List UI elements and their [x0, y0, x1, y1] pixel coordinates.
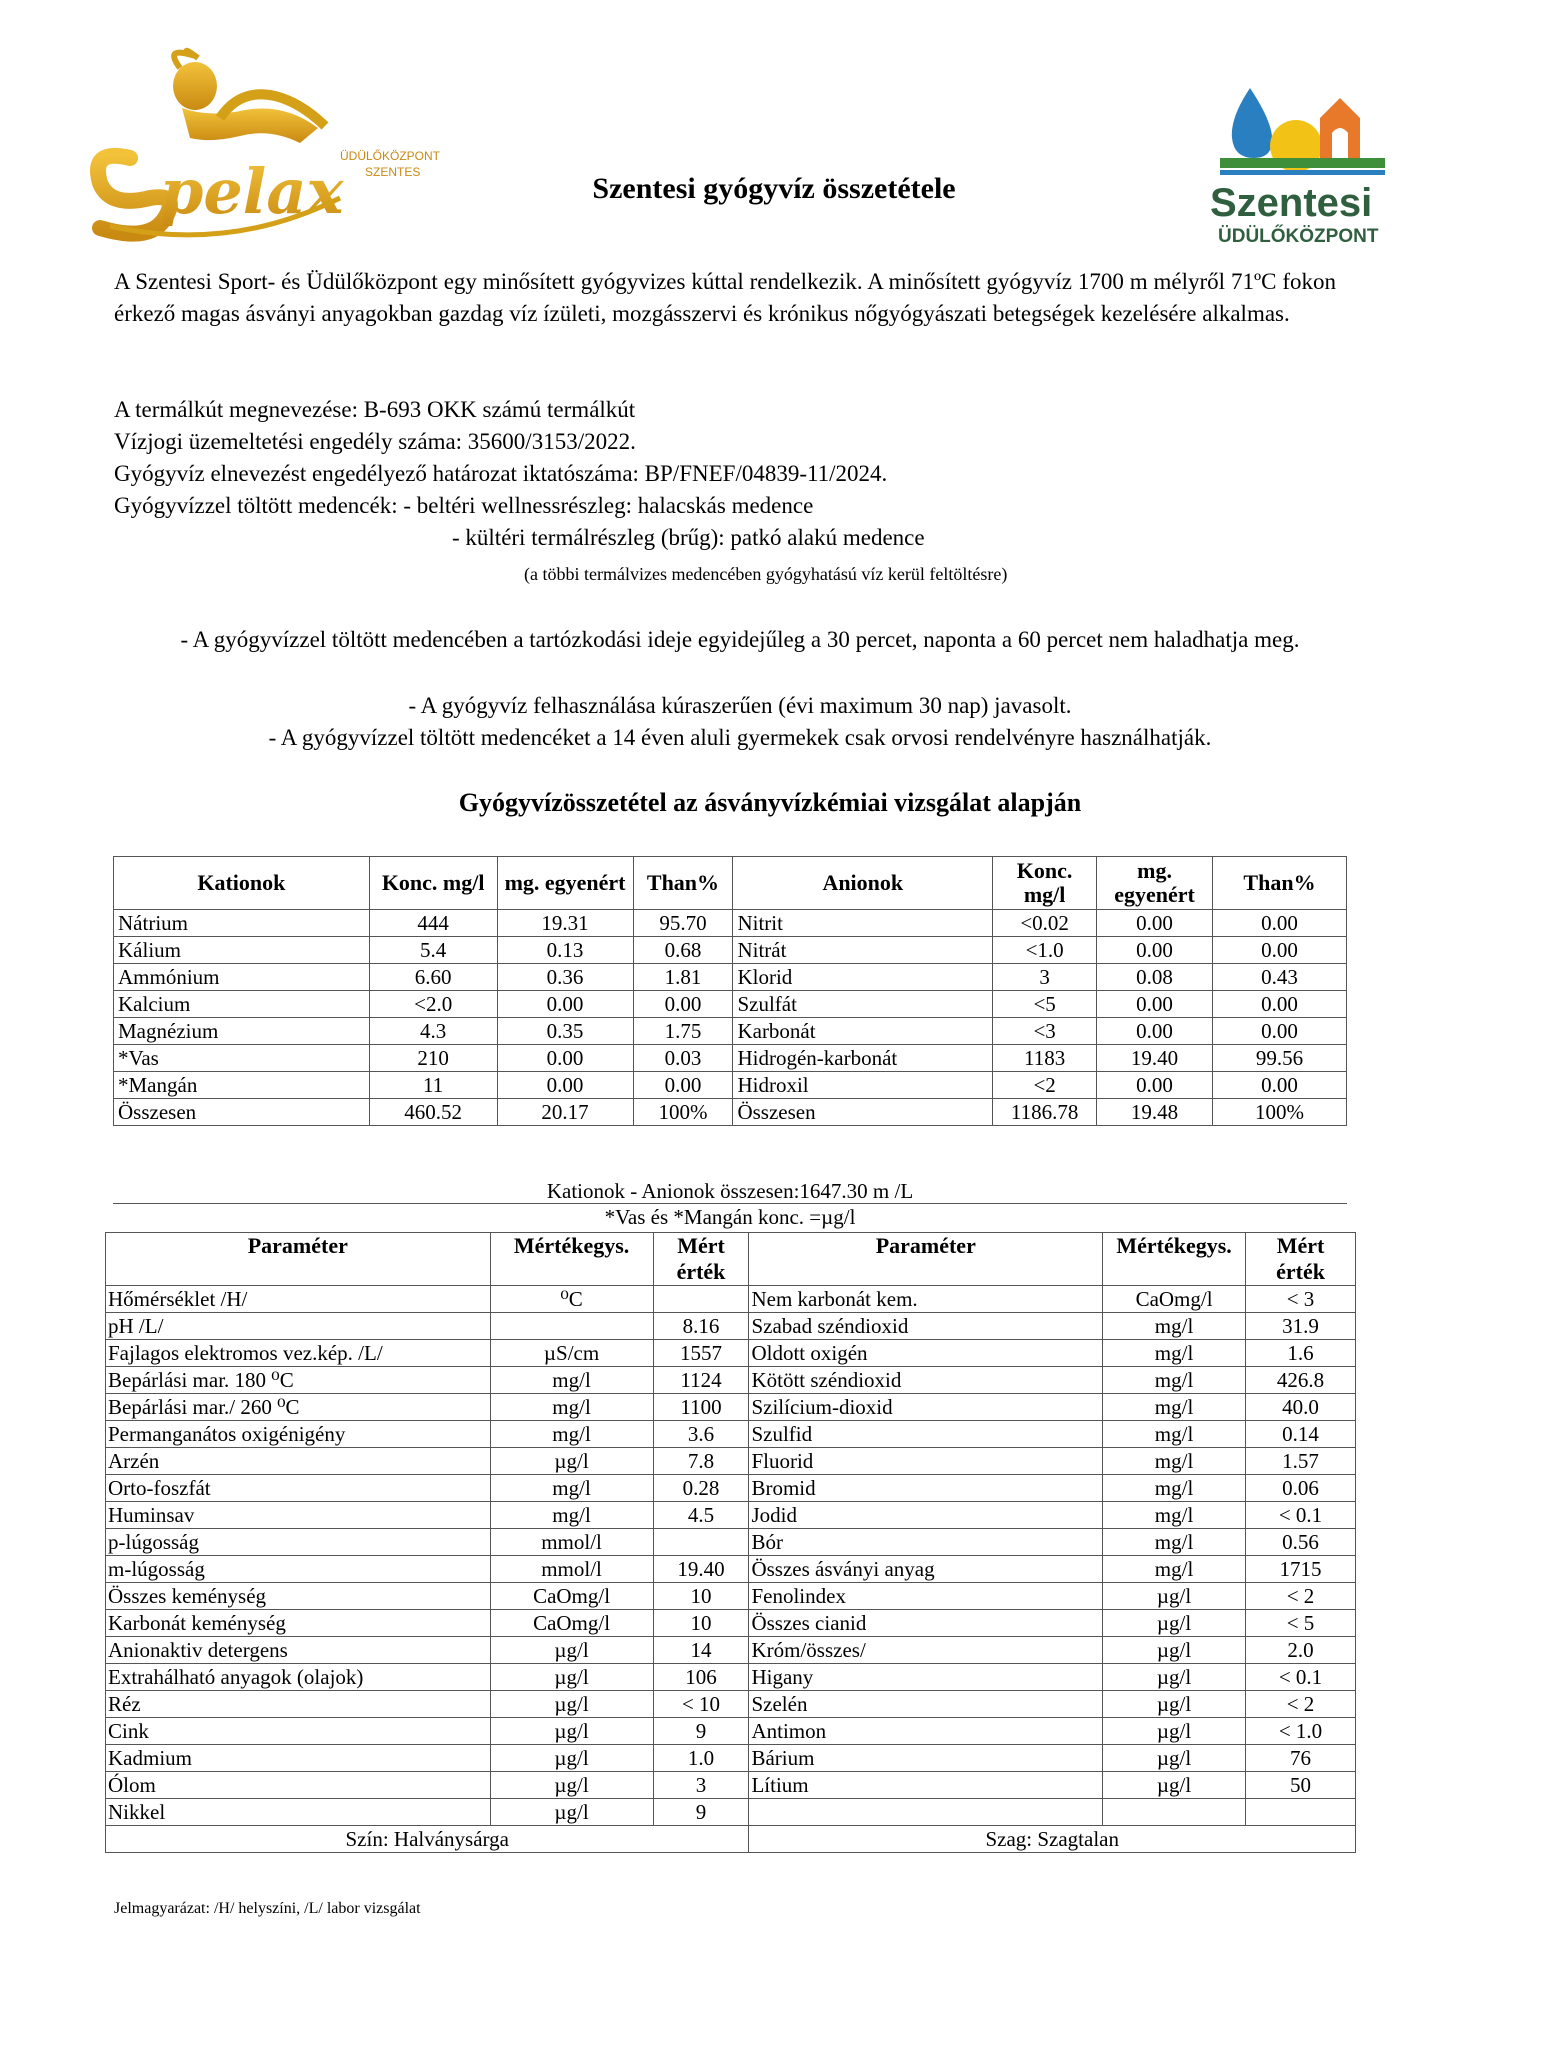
- param-table-cell: 2.0: [1246, 1637, 1356, 1664]
- ion-table-cell: 0.00: [1213, 1072, 1347, 1099]
- param-table-cell: 3: [653, 1772, 749, 1799]
- header-cation-pct: Than%: [633, 857, 733, 910]
- ion-table-cell: Hidroxil: [733, 1072, 993, 1099]
- param-table-cell: 8.16: [653, 1313, 749, 1340]
- param-table-cell: 0.06: [1246, 1475, 1356, 1502]
- ion-table-cell: 20.17: [497, 1099, 633, 1126]
- szentesi-logo: [1210, 88, 1390, 253]
- param-table-cell: Permanganátos oxigénigény: [106, 1421, 491, 1448]
- param-table-cell: [653, 1529, 749, 1556]
- szentesi-logo-graphic: [1210, 88, 1390, 253]
- param-table-cell: µg/l: [1103, 1583, 1246, 1610]
- iron-manganese-note: *Vas és *Mangán konc. =µg/l: [604, 1205, 856, 1229]
- ion-table-cell: 0.00: [1213, 910, 1347, 937]
- param-table-cell: 14: [653, 1637, 749, 1664]
- param-table-cell: µg/l: [490, 1745, 653, 1772]
- ion-table-cell: 0.43: [1213, 964, 1347, 991]
- param-table-cell: Hőmérséklet /H/: [106, 1286, 491, 1313]
- header-value-right: Mért érték: [1246, 1233, 1356, 1286]
- param-table-row: [106, 1799, 1356, 1826]
- param-table-header: [106, 1233, 1356, 1286]
- param-table-cell: Bepárlási mar. 180 ⁰C: [106, 1367, 491, 1394]
- param-table-cell: Kadmium: [106, 1745, 491, 1772]
- ion-table-cell: 3: [993, 964, 1097, 991]
- param-table-cell: < 10: [653, 1691, 749, 1718]
- param-table-cell: Kötött széndioxid: [749, 1367, 1103, 1394]
- param-table-row: [106, 1556, 1356, 1583]
- ion-table-cell: 0.03: [633, 1045, 733, 1072]
- ion-table-cell: *Vas: [114, 1045, 370, 1072]
- param-table-cell: µg/l: [1103, 1610, 1246, 1637]
- param-table-cell: 31.9: [1246, 1313, 1356, 1340]
- ion-table-cell: 0.00: [1213, 991, 1347, 1018]
- ion-table-cell: 0.00: [1213, 937, 1347, 964]
- param-table-row: [106, 1475, 1356, 1502]
- info-resolution-number: Gyógyvíz elnevezést engedélyező határozat iktatószáma: BP/FNEF/04839-11/2024.: [114, 461, 888, 486]
- param-table-row: [106, 1610, 1356, 1637]
- param-table-row: [106, 1340, 1356, 1367]
- ion-table-cell: 0.35: [497, 1018, 633, 1045]
- param-table-cell: mg/l: [490, 1394, 653, 1421]
- param-table-cell: 40.0: [1246, 1394, 1356, 1421]
- ion-table-row: [114, 937, 1347, 964]
- param-table-cell: 1.6: [1246, 1340, 1356, 1367]
- ion-table-cell: 0.00: [633, 1072, 733, 1099]
- spelax-logo-graphic: [70, 48, 441, 248]
- ion-table-cell: 0.00: [497, 1072, 633, 1099]
- ion-table-row: [114, 964, 1347, 991]
- ion-table-cell: 0.00: [1097, 1072, 1213, 1099]
- svg-text:ÜDÜLŐKÖZPONT: ÜDÜLŐKÖZPONT: [1218, 226, 1379, 247]
- param-table-cell: mg/l: [1103, 1367, 1246, 1394]
- param-table-cell: CaOmg/l: [490, 1610, 653, 1637]
- param-table-cell: µg/l: [1103, 1664, 1246, 1691]
- intro-paragraph: A Szentesi Sport- és Üdülőközpont egy minősített gyógyvizes kúttal rendelkezik. A minősített gyógyvíz 1700 m mélyről 71ºC fokon érkező magas ásványi anyagokban gazdag víz ízületi, mozgásszervi és krónikus nőgyógyászati betegségek kezelésére alkalmas.: [114, 269, 1336, 326]
- ion-table-cell: Hidrogén-karbonát: [733, 1045, 993, 1072]
- ion-table-cell: <3: [993, 1018, 1097, 1045]
- page-title: Szentesi gyógyvíz összetétele: [592, 172, 956, 205]
- ion-table-cell: Nitrit: [733, 910, 993, 937]
- ion-table-cell: Szulfát: [733, 991, 993, 1018]
- header-anion-pct: Than%: [1213, 857, 1347, 910]
- ion-table-cell: <2: [993, 1072, 1097, 1099]
- param-table-cell: [749, 1799, 1103, 1826]
- legend-note: Jelmagyarázat: /H/ helyszíni, /L/ labor vizsgálat: [114, 1900, 421, 1917]
- param-table-cell: mg/l: [1103, 1313, 1246, 1340]
- ion-table-row: [114, 1072, 1347, 1099]
- param-table-cell: µg/l: [490, 1448, 653, 1475]
- ion-table-cell: Összesen: [733, 1099, 993, 1126]
- ion-table-row: [114, 910, 1347, 937]
- param-table-cell: Fajlagos elektromos vez.kép. /L/: [106, 1340, 491, 1367]
- ion-table-cell: 0.00: [633, 991, 733, 1018]
- ion-table-cell: 1.75: [633, 1018, 733, 1045]
- param-table-cell: µg/l: [490, 1799, 653, 1826]
- ion-table-cell: 1183: [993, 1045, 1097, 1072]
- ion-table-cell: 0.00: [497, 991, 633, 1018]
- param-table-cell: 19.40: [653, 1556, 749, 1583]
- ion-table-cell: <5: [993, 991, 1097, 1018]
- param-table-cell: mg/l: [1103, 1529, 1246, 1556]
- param-table-cell: m-lúgosság: [106, 1556, 491, 1583]
- ion-table-header: [114, 857, 1347, 910]
- ion-table-cell: <2.0: [369, 991, 497, 1018]
- param-table-cell: < 0.1: [1246, 1502, 1356, 1529]
- param-table-cell: Orto-foszfát: [106, 1475, 491, 1502]
- param-table-cell: 1124: [653, 1367, 749, 1394]
- header-parameter-right: Paraméter: [749, 1233, 1103, 1286]
- ion-table-cell: 19.40: [1097, 1045, 1213, 1072]
- param-table-cell: < 3: [1246, 1286, 1356, 1313]
- color-description: Szín: Halványsárga: [106, 1826, 749, 1853]
- param-table-cell: 106: [653, 1664, 749, 1691]
- param-table-cell: Szilícium-dioxid: [749, 1394, 1103, 1421]
- param-table-row: [106, 1421, 1356, 1448]
- param-table-cell: [1246, 1799, 1356, 1826]
- param-table-cell: µg/l: [1103, 1772, 1246, 1799]
- param-table-row: [106, 1367, 1356, 1394]
- param-table-cell: 76: [1246, 1745, 1356, 1772]
- param-table-cell: mg/l: [490, 1421, 653, 1448]
- ion-table-cell: 11: [369, 1072, 497, 1099]
- param-table-cell: Bárium: [749, 1745, 1103, 1772]
- param-table-cell: 10: [653, 1610, 749, 1637]
- header-unit-left: Mértékegys.: [490, 1233, 653, 1286]
- param-table-row: [106, 1772, 1356, 1799]
- rule-bullet-cure: - A gyógyvíz felhasználása kúraszerűen (évi maximum 30 nap) javasolt.: [408, 693, 1072, 718]
- ion-table-cell: 0.00: [1097, 937, 1213, 964]
- param-table-cell: mg/l: [1103, 1475, 1246, 1502]
- param-table-cell: Fluorid: [749, 1448, 1103, 1475]
- param-table-cell: 10: [653, 1583, 749, 1610]
- ion-table-cell: Összesen: [114, 1099, 370, 1126]
- odor-description: Szag: Szagtalan: [749, 1826, 1356, 1853]
- param-table-cell: < 5: [1246, 1610, 1356, 1637]
- info-pools-note: (a többi termálvizes medencében gyógyhatású víz kerül feltöltésre): [524, 564, 1008, 584]
- param-table-cell: 1.57: [1246, 1448, 1356, 1475]
- ion-table-cell: Magnézium: [114, 1018, 370, 1045]
- param-table-cell: Bór: [749, 1529, 1103, 1556]
- ion-table-cell: 95.70: [633, 910, 733, 937]
- param-table-cell: µg/l: [1103, 1718, 1246, 1745]
- ion-composition-table: [113, 856, 1347, 1126]
- param-table-cell: Bromid: [749, 1475, 1103, 1502]
- param-table-cell: CaOmg/l: [1103, 1286, 1246, 1313]
- param-table-cell: mg/l: [1103, 1502, 1246, 1529]
- header-parameter-left: Paraméter: [106, 1233, 491, 1286]
- param-table-cell: < 1.0: [1246, 1718, 1356, 1745]
- param-table-cell: µg/l: [1103, 1637, 1246, 1664]
- ion-table-cell: 460.52: [369, 1099, 497, 1126]
- param-table-cell: Nem karbonát kem.: [749, 1286, 1103, 1313]
- param-table-cell: Összes ásványi anyag: [749, 1556, 1103, 1583]
- param-table-footer: [106, 1826, 1356, 1853]
- param-table-cell: mg/l: [1103, 1421, 1246, 1448]
- param-table-row: [106, 1664, 1356, 1691]
- param-table-cell: Karbonát keménység: [106, 1610, 491, 1637]
- param-table-cell: 1557: [653, 1340, 749, 1367]
- param-table-cell: mg/l: [1103, 1448, 1246, 1475]
- ion-table-row: [114, 991, 1347, 1018]
- param-table-row: [106, 1394, 1356, 1421]
- param-table-row: [106, 1583, 1356, 1610]
- param-table-cell: < 2: [1246, 1691, 1356, 1718]
- param-table-cell: 9: [653, 1799, 749, 1826]
- param-table-cell: 50: [1246, 1772, 1356, 1799]
- param-table-cell: Lítium: [749, 1772, 1103, 1799]
- param-table-cell: < 0.1: [1246, 1664, 1356, 1691]
- param-table-cell: CaOmg/l: [490, 1583, 653, 1610]
- param-table-cell: 1.0: [653, 1745, 749, 1772]
- ion-table-cell: 0.00: [497, 1045, 633, 1072]
- rule-bullet-time-limit: - A gyógyvízzel töltött medencében a tartózkodási ideje egyidejűleg a 30 percet, naponta a 60 percet nem haladhatja meg.: [180, 627, 1300, 652]
- param-table-cell: mg/l: [1103, 1340, 1246, 1367]
- header-cation-equiv: mg. egyenért: [497, 857, 633, 910]
- param-table-cell: 0.28: [653, 1475, 749, 1502]
- ion-table-cell: <1.0: [993, 937, 1097, 964]
- param-table-cell: Huminsav: [106, 1502, 491, 1529]
- ion-table-row: [114, 1099, 1347, 1126]
- info-pools-indoor: Gyógyvízzel töltött medencék: - beltéri wellnessrészleg: halacskás medence: [114, 493, 814, 518]
- ion-table-notes: [113, 1178, 1347, 1230]
- param-table-cell: Higany: [749, 1664, 1103, 1691]
- header-cations: Kationok: [114, 857, 370, 910]
- spelax-sub-1: ÜDÜLŐKÖZPONT: [340, 149, 441, 163]
- ion-sum-line: Kationok - Anionok összesen:1647.30 m /L: [546, 1179, 914, 1203]
- ion-table-cell: 0.13: [497, 937, 633, 964]
- divider: [113, 1203, 1347, 1204]
- ion-table-cell: 99.56: [1213, 1045, 1347, 1072]
- ion-table-cell: Kálium: [114, 937, 370, 964]
- param-table-cell: Réz: [106, 1691, 491, 1718]
- ion-table-cell: Karbonát: [733, 1018, 993, 1045]
- param-table-cell: < 2: [1246, 1583, 1356, 1610]
- ion-table-row: [114, 1018, 1347, 1045]
- param-table-cell: Szabad széndioxid: [749, 1313, 1103, 1340]
- param-table-cell: mg/l: [490, 1475, 653, 1502]
- section-subtitle: Gyógyvízösszetétel az ásványvízkémiai vizsgálat alapján: [458, 788, 1082, 817]
- ion-table-cell: 19.48: [1097, 1099, 1213, 1126]
- param-table-cell: µg/l: [490, 1772, 653, 1799]
- param-table-cell: Króm/összes/: [749, 1637, 1103, 1664]
- ion-table-cell: 0.00: [1213, 1018, 1347, 1045]
- header-anion-conc: Konc. mg/l: [993, 857, 1097, 910]
- param-table-row: [106, 1637, 1356, 1664]
- param-table-cell: 426.8: [1246, 1367, 1356, 1394]
- param-table-row: [106, 1718, 1356, 1745]
- spelax-logo: [70, 48, 441, 248]
- ion-table-cell: 19.31: [497, 910, 633, 937]
- ion-table-cell: 444: [369, 910, 497, 937]
- param-table-cell: 1715: [1246, 1556, 1356, 1583]
- param-table-cell: [653, 1286, 749, 1313]
- param-table-cell: Ólom: [106, 1772, 491, 1799]
- param-table-cell: mg/l: [1103, 1394, 1246, 1421]
- ion-table-cell: 5.4: [369, 937, 497, 964]
- param-table-cell: 1100: [653, 1394, 749, 1421]
- param-table-cell: 4.5: [653, 1502, 749, 1529]
- parameter-table: [105, 1232, 1356, 1853]
- ion-table-cell: Kalcium: [114, 991, 370, 1018]
- param-table-cell: Szelén: [749, 1691, 1103, 1718]
- header-anions: Anionok: [733, 857, 993, 910]
- info-well-name: A termálkút megnevezése: B-693 OKK számú termálkút: [114, 397, 636, 422]
- ion-table-cell: Klorid: [733, 964, 993, 991]
- param-table-cell: [490, 1313, 653, 1340]
- ion-table-cell: Nitrát: [733, 937, 993, 964]
- param-table-row: [106, 1286, 1356, 1313]
- param-table-row: [106, 1529, 1356, 1556]
- ion-table-cell: *Mangán: [114, 1072, 370, 1099]
- ion-table-cell: 210: [369, 1045, 497, 1072]
- header-cation-conc: Konc. mg/l: [369, 857, 497, 910]
- param-table-cell: Arzén: [106, 1448, 491, 1475]
- param-table-cell: Nikkel: [106, 1799, 491, 1826]
- header-anion-equiv: mg. egyenért: [1097, 857, 1213, 910]
- param-table-cell: µg/l: [490, 1718, 653, 1745]
- ion-table-cell: <0.02: [993, 910, 1097, 937]
- ion-table-row: [114, 1045, 1347, 1072]
- header-value-left: Mért érték: [653, 1233, 749, 1286]
- ion-table-cell: 0.00: [1097, 910, 1213, 937]
- param-table-cell: Anionaktiv detergens: [106, 1637, 491, 1664]
- ion-table-cell: 100%: [633, 1099, 733, 1126]
- param-table-cell: mg/l: [490, 1367, 653, 1394]
- param-table-cell: Bepárlási mar./ 260 ⁰C: [106, 1394, 491, 1421]
- ion-table-cell: 0.68: [633, 937, 733, 964]
- param-table-cell: mg/l: [490, 1502, 653, 1529]
- ion-table-cell: 4.3: [369, 1018, 497, 1045]
- param-table-row: [106, 1448, 1356, 1475]
- param-table-cell: 7.8: [653, 1448, 749, 1475]
- info-pools-outdoor: - kültéri termálrészleg (brűg): patkó alakú medence: [452, 525, 925, 550]
- param-table-cell: Extrahálható anyagok (olajok): [106, 1664, 491, 1691]
- ion-table-cell: Nátrium: [114, 910, 370, 937]
- svg-text:pelax: pelax: [160, 155, 344, 228]
- param-table-cell: Összes keménység: [106, 1583, 491, 1610]
- info-permit-number: Vízjogi üzemeltetési engedély száma: 35600/3153/2022.: [114, 429, 636, 454]
- param-table-cell: p-lúgosság: [106, 1529, 491, 1556]
- param-table-cell: Fenolindex: [749, 1583, 1103, 1610]
- param-table-cell: Szulfid: [749, 1421, 1103, 1448]
- rule-bullet-children: - A gyógyvízzel töltött medencéket a 14 éven aluli gyermekek csak orvosi rendelvényre használhatják.: [268, 725, 1212, 750]
- param-table-cell: µS/cm: [490, 1340, 653, 1367]
- param-table-row: [106, 1313, 1356, 1340]
- spelax-sub-2: SZENTES: [365, 165, 421, 179]
- ion-table-cell: 0.08: [1097, 964, 1213, 991]
- param-table-cell: mmol/l: [490, 1529, 653, 1556]
- param-table-row: [106, 1691, 1356, 1718]
- ion-table-cell: 100%: [1213, 1099, 1347, 1126]
- param-table-cell: µg/l: [490, 1664, 653, 1691]
- ion-table-cell: Ammónium: [114, 964, 370, 991]
- param-table-cell: [1103, 1799, 1246, 1826]
- param-table-cell: µg/l: [490, 1637, 653, 1664]
- ion-table-cell: 1186.78: [993, 1099, 1097, 1126]
- header-unit-right: Mértékegys.: [1103, 1233, 1246, 1286]
- ion-table-cell: 0.36: [497, 964, 633, 991]
- ion-table-cell: 0.00: [1097, 1018, 1213, 1045]
- param-table-row: [106, 1502, 1356, 1529]
- param-table-cell: 3.6: [653, 1421, 749, 1448]
- param-table-cell: mg/l: [1103, 1556, 1246, 1583]
- param-table-cell: µg/l: [490, 1691, 653, 1718]
- param-table-cell: µg/l: [1103, 1691, 1246, 1718]
- param-table-cell: µg/l: [1103, 1745, 1246, 1772]
- svg-text:Szentesi: Szentesi: [1210, 181, 1373, 225]
- param-table-cell: 0.14: [1246, 1421, 1356, 1448]
- param-table-cell: Antimon: [749, 1718, 1103, 1745]
- param-table-cell: Jodid: [749, 1502, 1103, 1529]
- param-table-row: [106, 1745, 1356, 1772]
- param-table-cell: Oldott oxigén: [749, 1340, 1103, 1367]
- param-table-cell: 9: [653, 1718, 749, 1745]
- ion-table-cell: 0.00: [1097, 991, 1213, 1018]
- ion-table-cell: 6.60: [369, 964, 497, 991]
- param-table-cell: ⁰C: [490, 1286, 653, 1313]
- ion-table-cell: 1.81: [633, 964, 733, 991]
- param-table-cell: Cink: [106, 1718, 491, 1745]
- param-table-cell: pH /L/: [106, 1313, 491, 1340]
- param-table-cell: Összes cianid: [749, 1610, 1103, 1637]
- param-table-cell: 0.56: [1246, 1529, 1356, 1556]
- param-table-cell: mmol/l: [490, 1556, 653, 1583]
